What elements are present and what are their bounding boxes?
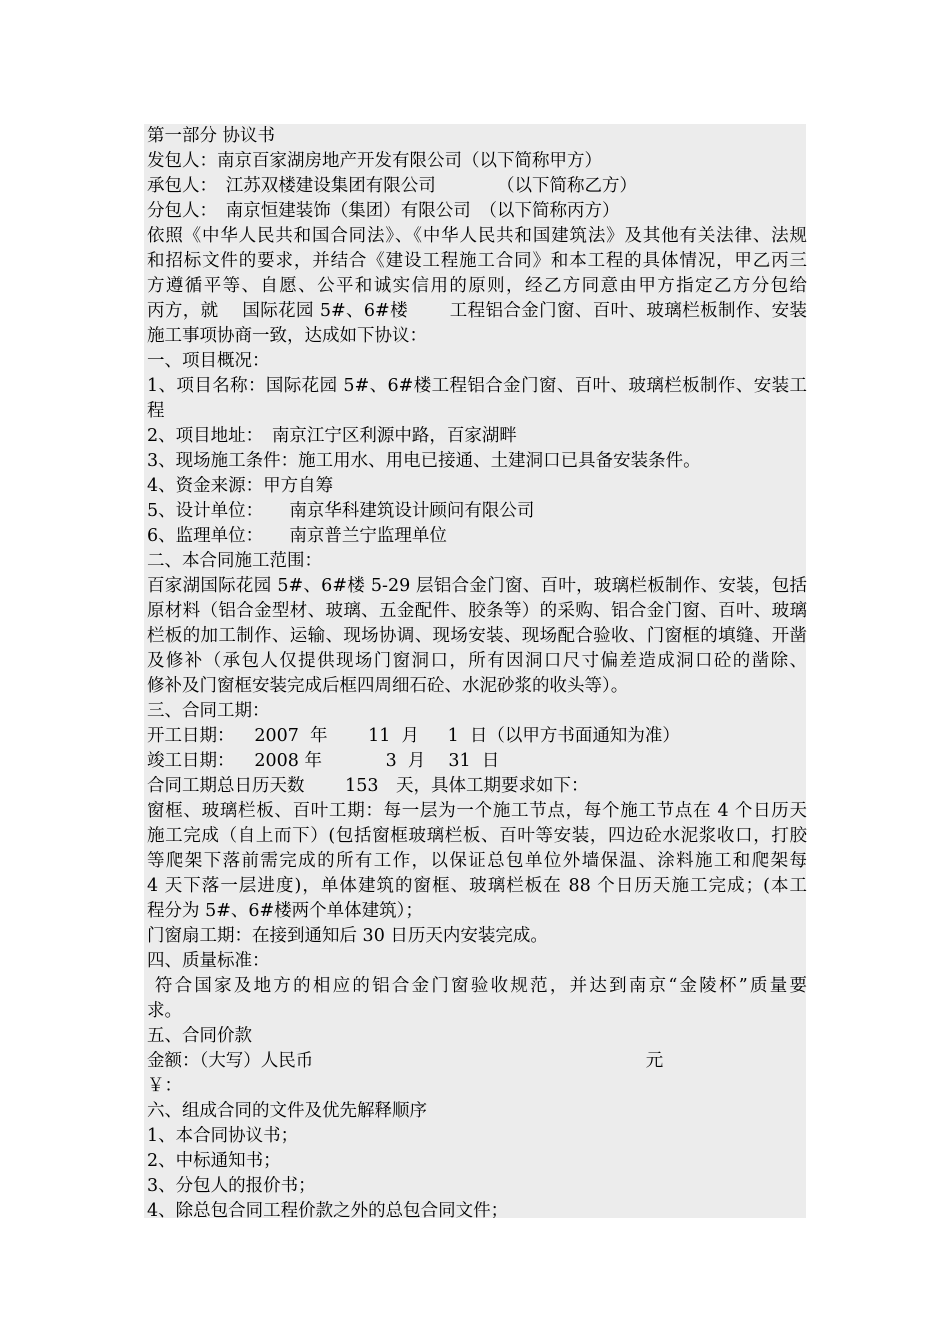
- project-address: 2、项目地址： 南京江宁区利源中路，百家湖畔: [147, 426, 517, 446]
- issuer-line: 发包人：南京百家湖房地产开发有限公司（以下简称甲方）: [147, 151, 602, 171]
- section6-heading: 六、组成合同的文件及优先解释顺序: [147, 1101, 427, 1121]
- intro-line: 施工事项协商一致，达成如下协议：: [147, 326, 427, 346]
- schedule-line: 程分为 5#、6#楼两个单体建筑）；: [147, 901, 423, 921]
- section2-heading: 二、本合同施工范围：: [147, 551, 322, 571]
- design-unit: 5、设计单位： 南京华科建筑设计顾问有限公司: [147, 501, 535, 521]
- quality-line: 符合国家及地方的相应的铝合金门窗验收规范，并达到南京“金陵杯”质量要: [147, 976, 807, 996]
- section3-heading: 三、合同工期：: [147, 701, 270, 721]
- schedule-line: 4 天下落一层进度)，单体建筑的窗框、玻璃栏板在 88 个日历天施工完成；(本工: [147, 876, 807, 896]
- scope-line: 修补及门窗框安装完成后框四周细石砼、水泥砂浆的收头等）。: [147, 676, 629, 696]
- intro-line: 和招标文件的要求，并结合《建设工程施工合同》和本工程的具体情况，甲乙丙三: [147, 251, 807, 271]
- section1-heading: 一、项目概况：: [147, 351, 270, 371]
- scope-line: 原材料（铝合金型材、玻璃、五金配件、胶条等）的采购、铝合金门窗、百叶、玻璃: [147, 601, 807, 621]
- section5-heading: 五、合同价款: [147, 1026, 252, 1046]
- scope-line: 栏板的加工制作、运输、现场协调、现场安装、现场配合验收、门窗框的填缝、开凿: [147, 626, 807, 646]
- project-name-cont: 程: [147, 401, 165, 421]
- yen-line: ￥：: [147, 1076, 182, 1096]
- total-duration: 合同工期总日历天数 153 天，具体工期要求如下：: [147, 776, 589, 796]
- scope-line: 百家湖国际花园 5#、6#楼 5-29 层铝合金门窗、百叶，玻璃栏板制作、安装，包括: [147, 576, 807, 596]
- contractor-line: 承包人： 江苏双楼建设集团有限公司 （以下简称乙方）: [147, 176, 637, 196]
- site-conditions: 3、现场施工条件：施工用水、用电已接通、土建洞口已具备安装条件。: [147, 451, 701, 471]
- scope-line: 及修补（承包人仅提供现场门窗洞口，所有因洞口尺寸偏差造成洞口砼的凿除、: [147, 651, 807, 671]
- door-leaf-schedule: 门窗扇工期：在接到通知后 30 日历天内安装完成。: [147, 926, 548, 946]
- document-list-item: 4、除总包合同工程价款之外的总包合同文件；: [147, 1201, 509, 1218]
- schedule-line: 施工完成（自上而下）(包括窗框玻璃栏板、百叶等安装，四边砼水泥浆收口，打胶: [147, 826, 807, 846]
- document-list-item: 1、本合同协议书；: [147, 1126, 299, 1146]
- schedule-line: 等爬架下落前需完成的所有工作，以保证总包单位外墙保温、涂料施工和爬架每: [147, 851, 807, 871]
- start-date: 开工日期： 2007 年 11 月 1 日（以甲方书面通知为准）: [147, 726, 680, 746]
- amount-line: 金额：（大写）人民币 元: [147, 1051, 664, 1071]
- document-list-item: 2、中标通知书；: [147, 1151, 281, 1171]
- end-date: 竣工日期： 2008 年 3 月 31 日: [147, 751, 500, 771]
- part-title: 第一部分 协议书: [147, 126, 276, 146]
- quality-line: 求。: [147, 1001, 182, 1021]
- document-list-item: 3、分包人的报价书；: [147, 1176, 316, 1196]
- intro-line: 方遵循平等、自愿、公平和诚实信用的原则，经乙方同意由甲方指定乙方分包给: [147, 276, 807, 296]
- contract-document: [144, 124, 806, 1218]
- funding-source: 4、资金来源：甲方自筹: [147, 476, 334, 496]
- intro-line: 依照《中华人民共和国合同法》、《中华人民共和国建筑法》及其他有关法律、法规: [147, 226, 807, 246]
- supervision-unit: 6、监理单位： 南京普兰宁监理单位: [147, 526, 447, 546]
- project-name: 1、项目名称：国际花园 5#、6#楼工程铝合金门窗、百叶、玻璃栏板制作、安装工: [147, 376, 807, 396]
- intro-line: 丙方，就 国际花园 5#、6#楼 工程铝合金门窗、百叶、玻璃栏板制作、安装: [147, 301, 807, 321]
- schedule-line: 窗框、玻璃栏板、百叶工期：每一层为一个施工节点，每个施工节点在 4 个日历天: [147, 801, 807, 821]
- section4-heading: 四、质量标准：: [147, 951, 270, 971]
- subcontractor-line: 分包人： 南京恒建装饰（集团）有限公司 （以下简称丙方）: [147, 201, 620, 221]
